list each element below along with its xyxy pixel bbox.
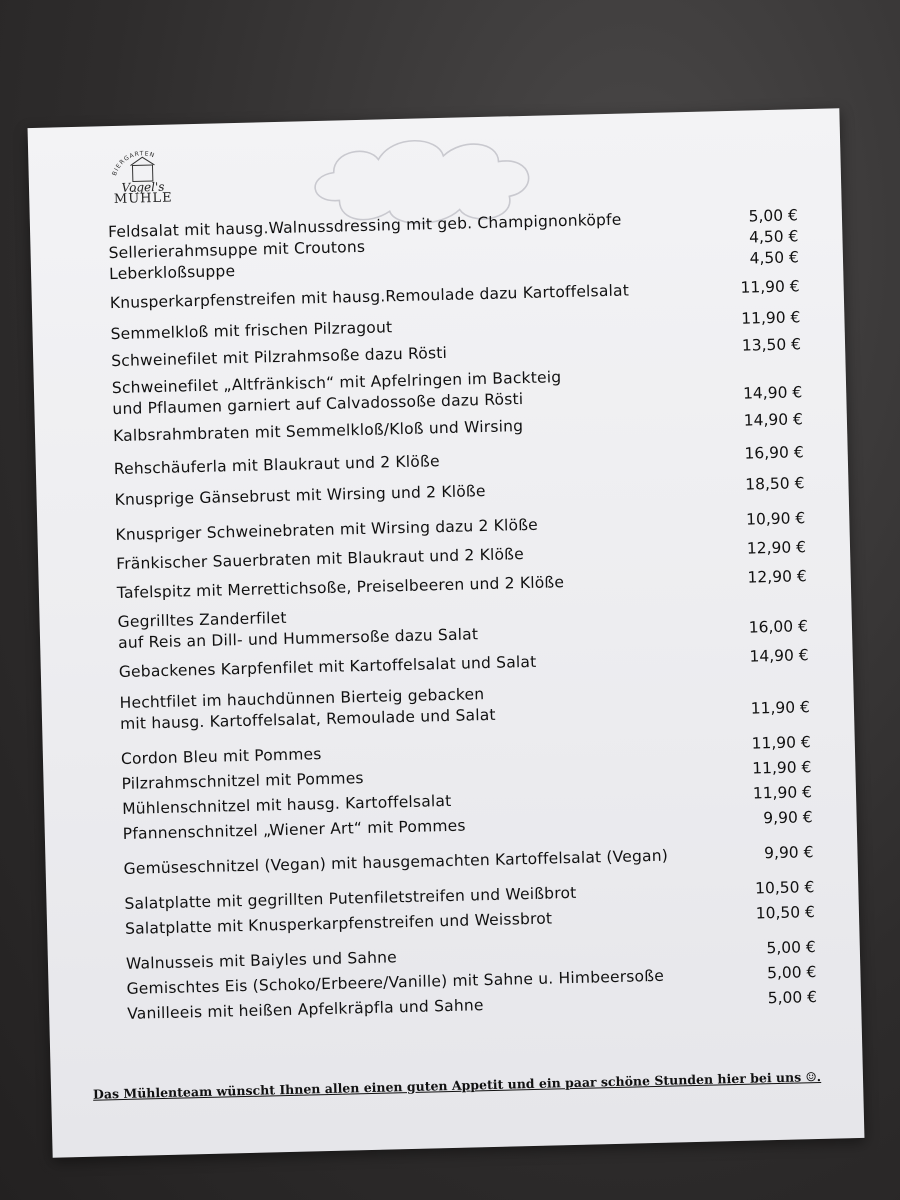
menu-item-description bbox=[109, 261, 236, 285]
menu-item-price: 5,00 € bbox=[767, 988, 818, 1008]
menu-item-price: 12,90 € bbox=[747, 567, 807, 587]
menu-item-price: 11,90 € bbox=[741, 308, 801, 328]
menu-item-line: mit hausg. Kartoffelsalat, Remoulade und Salat bbox=[119, 705, 496, 733]
menu-sheet bbox=[28, 108, 865, 1158]
menu-item-price: 4,50 € bbox=[749, 248, 800, 268]
menu-item-price: 4,50 € bbox=[748, 227, 799, 247]
menu-item-price: 9,90 € bbox=[763, 808, 813, 828]
menu-item-description bbox=[112, 367, 562, 420]
menu-item-line: Tafelspitz mit Merrettichsoße, Preiselbeeren und 2 Klöße bbox=[116, 573, 565, 603]
menu-item-price: 10,50 € bbox=[754, 878, 815, 898]
menu-item-price: 11,90 € bbox=[752, 783, 813, 803]
menu-item-line: Gebackenes Karpfenfilet mit Kartoffelsalat und Salat bbox=[118, 652, 537, 682]
logo-arc-text: BIERGARTEN bbox=[111, 150, 156, 177]
menu-item bbox=[123, 842, 813, 880]
menu-item-description bbox=[111, 343, 447, 372]
menu-item-line: Sellerierahmsuppe mit Croutons bbox=[108, 237, 366, 263]
menu-item-description bbox=[110, 280, 630, 314]
menu-item-price: 16,90 € bbox=[744, 443, 804, 463]
menu-item-line: Schweinefilet „Altfränkisch“ mit Apfelringen im Backteig bbox=[111, 368, 562, 398]
menu-item-line: Kalbsrahmbraten mit Semmelkloß/Kloß und Wirsing bbox=[112, 417, 524, 446]
menu-item-line: auf Reis an Dill- und Hummersoße dazu Salat bbox=[117, 625, 479, 653]
menu-item-description bbox=[126, 947, 397, 975]
menu-item-price: 10,50 € bbox=[755, 903, 816, 923]
menu-item-line: Mühlenschnitzel mit hausg. Kartoffelsalat bbox=[121, 791, 452, 818]
menu-item-description bbox=[110, 317, 392, 345]
menu-item-price: 10,90 € bbox=[745, 509, 806, 529]
menu-item bbox=[114, 442, 804, 480]
menu-item-line: Leberkloßsuppe bbox=[108, 262, 236, 284]
menu-item-line: Vanilleeis mit heißen Apfelkräpfla und Sahne bbox=[126, 996, 484, 1023]
menu-item-line: Salatplatte mit Knusperkarpfenstreifen und Weissbrot bbox=[124, 909, 553, 938]
menu-item-line: Pfannenschnitzel „Wiener Art“ mit Pommes bbox=[122, 816, 466, 843]
menu-item-description bbox=[127, 995, 484, 1025]
logo-name-bottom: MÜHLE bbox=[113, 190, 173, 207]
menu-item-price: 5,00 € bbox=[748, 206, 799, 226]
menu-item-price: 14,90 € bbox=[749, 646, 809, 666]
mill-logo-icon bbox=[106, 142, 179, 194]
footer-message: Das Mühlenteam wünscht Ihnen allen einen guten Appetit und ein paar schöne Stunden hier bei uns ☺. bbox=[92, 1068, 822, 1102]
menu-item-line: Cordon Bleu mit Pommes bbox=[120, 745, 322, 768]
menu-item-description bbox=[121, 744, 322, 770]
menu-item bbox=[114, 473, 804, 511]
logo-name-top: Vogel's bbox=[121, 179, 165, 195]
menu-item-line: und Pflaumen garniert auf Calvadossoße dazu Rösti bbox=[112, 390, 524, 419]
menu-item-line: Gegrilltes Zanderfilet bbox=[117, 608, 287, 632]
menu-item-line: Semmelkloß mit frischen Pilzragout bbox=[110, 318, 393, 344]
menu-item-price: 14,90 € bbox=[743, 410, 804, 430]
menu-item-price: 14,90 € bbox=[742, 383, 803, 403]
menu-item-description bbox=[121, 768, 364, 795]
menu-item-price: 16,00 € bbox=[748, 617, 809, 637]
menu-item-price: 9,90 € bbox=[763, 843, 814, 863]
menu-item-description bbox=[119, 684, 496, 735]
menu-item-price: 12,90 € bbox=[746, 538, 807, 558]
menu-item-description bbox=[115, 515, 538, 546]
menu-item-description bbox=[122, 791, 452, 820]
menu-item-line: Schweinefilet mit Pilzrahmsoße dazu Rösti bbox=[111, 343, 448, 371]
menu-item-line: Knusperkarpfenstreifen mit hausg.Remoulade dazu Kartoffelsalat bbox=[109, 281, 630, 313]
menu-item-line: Knuspriger Schweinebraten mit Wirsing dazu 2 Klöße bbox=[115, 515, 539, 545]
menu-item-price: 5,00 € bbox=[766, 963, 817, 983]
menu-item-description bbox=[116, 544, 524, 575]
menu-item-line: Gemüseschnitzel (Vegan) mit hausgemachten Kartoffelsalat (Vegan) bbox=[123, 846, 669, 878]
menu-item-price: 18,50 € bbox=[745, 474, 805, 494]
menu-item bbox=[117, 595, 808, 654]
menu-item-price: 11,90 € bbox=[751, 733, 811, 753]
menu-item-description bbox=[113, 416, 524, 447]
menu-item-line: Knusprige Gänsebrust mit Wirsing und 2 Klöße bbox=[114, 481, 486, 510]
menu-item-price: 11,90 € bbox=[750, 698, 811, 718]
restaurant-logo bbox=[106, 142, 180, 216]
menu-item-description bbox=[117, 572, 565, 604]
menu-item-price: 11,90 € bbox=[752, 758, 812, 778]
menu-item-description bbox=[123, 816, 466, 845]
menu-item-price: 11,90 € bbox=[740, 277, 800, 297]
menu-item-line: Rehschäuferla mit Blaukraut und 2 Klöße bbox=[113, 452, 440, 479]
menu-item-description bbox=[123, 846, 668, 880]
menu-item-line: Walnusseis mit Baiyles und Sahne bbox=[125, 948, 398, 973]
menu-item-description bbox=[114, 481, 485, 511]
menu-item-description bbox=[114, 451, 440, 480]
menu-item-price: 5,00 € bbox=[766, 938, 817, 958]
menu-item-line: Salatplatte mit gegrillten Putenfiletstreifen und Weißbrot bbox=[124, 883, 577, 913]
menu-item-line: Fränkischer Sauerbraten mit Blaukraut und 2 Klöße bbox=[115, 545, 525, 574]
menu-item-line: Gemischtes Eis (Schoko/Erbeere/Vanille) mit Sahne u. Himbeersoße bbox=[126, 966, 665, 998]
menu-item bbox=[119, 676, 810, 735]
menu-item-price: 13,50 € bbox=[741, 335, 802, 355]
menu-item-line: Hechtfilet im hauchdünnen Bierteig gebacken bbox=[119, 685, 485, 712]
menu-item-line: Pilzrahmschnitzel mit Pommes bbox=[121, 769, 364, 793]
menu-list bbox=[108, 205, 817, 1025]
menu-item-description bbox=[117, 603, 478, 654]
menu-item-line: Feldsalat mit hausg.Walnussdressing mit geb. Champignonköpfe bbox=[107, 210, 622, 242]
menu-item-description bbox=[119, 652, 537, 683]
